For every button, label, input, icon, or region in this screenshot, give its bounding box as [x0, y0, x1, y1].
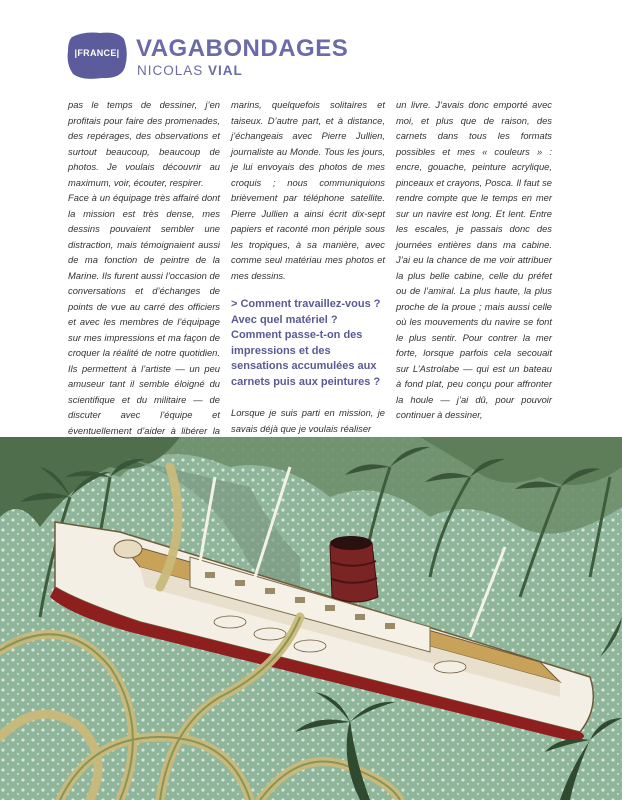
- author-name: [137, 63, 243, 79]
- country-badge: [66, 31, 128, 81]
- paragraph: Face à un équipage très affairé dont la mission est très dense, mes dessins pouvaient sembler une distraction, mais témoignaient aussi de ma fonction de peintre de la Marine. Ils furent aussi l’occasion de conversations et d’échanges de points de vue au carré des officiers et avec les membres de l’équipage sur mes impressions et ma façon de croquer la réalité de notre quotidien. Ils permettent à l’artiste — un peu amuseur tant il semble éloigné du scientifique et du militaire — de discuter avec l’équipe et éventuellement d’aider à libérer la: [68, 192, 220, 436]
- paragraph: Lorsque je suis parti en mission, je savais déjà que je voulais réaliser: [231, 407, 385, 434]
- ship-illustration: [0, 437, 622, 800]
- paragraph: pas le temps de dessiner, j’en profitais pour faire des promenades, des repérages, des observations et surtout beaucoup, beaucoup de photos. Je voulais découvrir au maximum, voir, écouter, respirer.: [68, 99, 220, 188]
- ship-painting: [0, 437, 622, 800]
- author-first-name: NICOLAS: [137, 63, 204, 78]
- rubric-title: VAGABONDAGES: [136, 35, 349, 62]
- text-column-3: [396, 97, 552, 420]
- text-column-2: [231, 97, 385, 434]
- author-last-name: VIAL: [208, 63, 243, 78]
- interview-question: > Comment travaillez-vous ? Avec quel matériel ? Comment passe-t-on des impressions et des sensations accumulées aux carnets puis aux peintures ?: [231, 298, 381, 388]
- paragraph: un livre. J’avais donc emporté avec moi, et plus que de raison, des carnets dans tous les formats possibles et mes « couleurs » : encre, gouache, peinture acrylique, pinceaux et crayons, Posca. Il faut se rendre compte que le temps en mer sur un navire est long. Et lent. Entre les escales, je passais donc des journées entières dans ma cabine. J’ai eu la chance de me voir attribuer la plus belle cabine, celle du préfet ou de l’amiral. La plus haute, la plus proche de la proue ; mais aussi celle où les mouvements du navire se font le plus sentir. Pour contrer la mer forte, lorsque parfois cela secouait sur L’Astrolabe — qui est un bateau à fond plat, peu conçu pour affronter la houle — j’ai dû, pour pouvoir continuer à dessiner,: [396, 99, 552, 420]
- paragraph: marins, quelquefois solitaires et taiseux. D’autre part, et à distance, j’échangeais avec Pierre Jullien, journaliste au Monde. Tous les jours, je lui envoyais des photos de mes croquis ; nous communiquions brièvement par téléphone satellite. Pierre Jullien a ainsi écrit dix-sept papiers et raconté mon périple sous les tropiques, à sa manière, avec comme seul matériau mes photos et mes dessins.: [231, 99, 385, 281]
- text-column-1: [68, 97, 220, 436]
- badge-label: |FRANCE|: [74, 48, 120, 58]
